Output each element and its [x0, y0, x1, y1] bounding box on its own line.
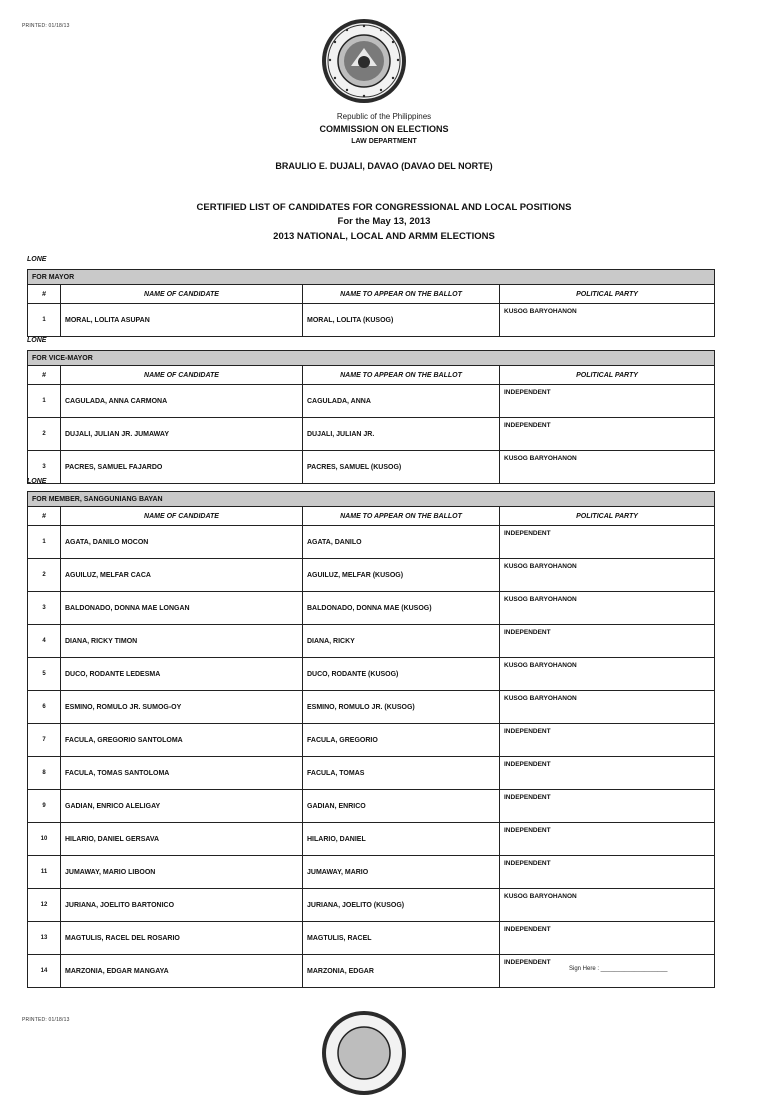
political-party: INDEPENDENT	[500, 955, 715, 988]
table-row	[28, 385, 715, 418]
candidate-name: JUMAWAY, MARIO LIBOON	[61, 856, 303, 889]
col-header-num: #	[28, 507, 61, 526]
candidate-name: BALDONADO, DONNA MAE LONGAN	[61, 592, 303, 625]
row-number: 12	[28, 889, 61, 922]
sangguniang-bayan-table	[27, 491, 715, 988]
ballot-name: ESMINO, ROMULO JR. (KUSOG)	[303, 691, 500, 724]
political-party: KUSOG BARYOHANON	[500, 592, 715, 625]
candidate-name: MORAL, LOLITA ASUPAN	[61, 304, 303, 337]
table-row	[28, 451, 715, 484]
candidate-name: MAGTULIS, RACEL DEL ROSARIO	[61, 922, 303, 955]
row-number: 8	[28, 757, 61, 790]
commission-label: COMMISSION ON ELECTIONS	[319, 124, 449, 134]
col-header-party: POLITICAL PARTY	[500, 285, 715, 304]
row-number: 3	[28, 592, 61, 625]
political-party: INDEPENDENT	[500, 625, 715, 658]
political-party: INDEPENDENT	[500, 823, 715, 856]
political-party: KUSOG BARYOHANON	[500, 889, 715, 922]
comelec-seal-next-page	[321, 1010, 407, 1096]
row-number: 1	[28, 385, 61, 418]
col-header-num: #	[28, 366, 61, 385]
political-party: KUSOG BARYOHANON	[500, 559, 715, 592]
political-party: INDEPENDENT	[500, 922, 715, 955]
row-number: 7	[28, 724, 61, 757]
lone-label: LONE	[27, 256, 47, 263]
ballot-name: FACULA, GREGORIO	[303, 724, 500, 757]
candidate-name: FACULA, GREGORIO SANTOLOMA	[61, 724, 303, 757]
political-party: INDEPENDENT	[500, 526, 715, 559]
ballot-name: GADIAN, ENRICO	[303, 790, 500, 823]
election-name: 2013 NATIONAL, LOCAL AND ARMM ELECTIONS	[273, 231, 495, 242]
table-row	[28, 823, 715, 856]
department-label: LAW DEPARTMENT	[351, 138, 417, 145]
col-header-party: POLITICAL PARTY	[500, 507, 715, 526]
col-header-name: NAME OF CANDIDATE	[61, 366, 303, 385]
row-number: 10	[28, 823, 61, 856]
ballot-name: MAGTULIS, RACEL	[303, 922, 500, 955]
ballot-name: CAGULADA, ANNA	[303, 385, 500, 418]
row-number: 1	[28, 526, 61, 559]
political-party: INDEPENDENT	[500, 385, 715, 418]
candidate-name: HILARIO, DANIEL GERSAVA	[61, 823, 303, 856]
ballot-name: DIANA, RICKY	[303, 625, 500, 658]
political-party: KUSOG BARYOHANON	[500, 658, 715, 691]
row-number: 9	[28, 790, 61, 823]
table-row	[28, 790, 715, 823]
row-number: 6	[28, 691, 61, 724]
table-row	[28, 526, 715, 559]
col-header-num: #	[28, 285, 61, 304]
row-number: 2	[28, 418, 61, 451]
ballot-name: JUMAWAY, MARIO	[303, 856, 500, 889]
table-row	[28, 757, 715, 790]
row-number: 4	[28, 625, 61, 658]
candidate-name: ESMINO, ROMULO JR. SUMOG-OY	[61, 691, 303, 724]
table-row	[28, 856, 715, 889]
table-row	[28, 691, 715, 724]
locality-title: BRAULIO E. DUJALI, DAVAO (DAVAO DEL NORTE)	[275, 161, 493, 171]
row-number: 13	[28, 922, 61, 955]
row-number: 11	[28, 856, 61, 889]
table-row	[28, 304, 715, 337]
ballot-name: MARZONIA, EDGAR	[303, 955, 500, 988]
printed-date-next-page: PRINTED: 01/18/13	[22, 1017, 70, 1023]
ballot-name: FACULA, TOMAS	[303, 757, 500, 790]
election-date: For the May 13, 2013	[337, 216, 431, 227]
table-row	[28, 592, 715, 625]
political-party: KUSOG BARYOHANON	[500, 451, 715, 484]
document-title: CERTIFIED LIST OF CANDIDATES FOR CONGRESSIONAL AND LOCAL POSITIONS	[196, 202, 572, 213]
candidate-name: JURIANA, JOELITO BARTONICO	[61, 889, 303, 922]
political-party: INDEPENDENT	[500, 757, 715, 790]
col-header-name: NAME OF CANDIDATE	[61, 507, 303, 526]
lone-label: LONE	[27, 337, 47, 344]
col-header-ballot: NAME TO APPEAR ON THE BALLOT	[303, 285, 500, 304]
table-row	[28, 889, 715, 922]
section-title: FOR MEMBER, SANGGUNIANG BAYAN	[28, 492, 715, 507]
ballot-name: JURIANA, JOELITO (KUSOG)	[303, 889, 500, 922]
mayor-table	[27, 269, 715, 337]
candidate-name: DUJALI, JULIAN JR. JUMAWAY	[61, 418, 303, 451]
political-party: KUSOG BARYOHANON	[500, 304, 715, 337]
candidate-name: FACULA, TOMAS SANTOLOMA	[61, 757, 303, 790]
row-number: 5	[28, 658, 61, 691]
candidate-name: PACRES, SAMUEL FAJARDO	[61, 451, 303, 484]
political-party: INDEPENDENT	[500, 724, 715, 757]
vice-mayor-table	[27, 350, 715, 484]
ballot-name: AGUILUZ, MELFAR (KUSOG)	[303, 559, 500, 592]
ballot-name: BALDONADO, DONNA MAE (KUSOG)	[303, 592, 500, 625]
printed-date: PRINTED: 01/18/13	[22, 23, 70, 29]
ballot-name: MORAL, LOLITA (KUSOG)	[303, 304, 500, 337]
section-title: FOR VICE-MAYOR	[28, 351, 715, 366]
section-title: FOR MAYOR	[28, 270, 715, 285]
table-row	[28, 724, 715, 757]
candidate-name: AGATA, DANILO MOCON	[61, 526, 303, 559]
col-header-ballot: NAME TO APPEAR ON THE BALLOT	[303, 507, 500, 526]
col-header-name: NAME OF CANDIDATE	[61, 285, 303, 304]
table-row	[28, 559, 715, 592]
republic-label: Republic of the Philippines	[336, 112, 432, 121]
table-row	[28, 625, 715, 658]
lone-label: LONE	[27, 478, 47, 485]
col-header-ballot: NAME TO APPEAR ON THE BALLOT	[303, 366, 500, 385]
political-party: KUSOG BARYOHANON	[500, 691, 715, 724]
row-number: 14	[28, 955, 61, 988]
ballot-name: PACRES, SAMUEL (KUSOG)	[303, 451, 500, 484]
ballot-name: AGATA, DANILO	[303, 526, 500, 559]
political-party: INDEPENDENT	[500, 790, 715, 823]
candidate-name: DIANA, RICKY TIMON	[61, 625, 303, 658]
political-party: INDEPENDENT	[500, 418, 715, 451]
table-row	[28, 418, 715, 451]
comelec-seal	[321, 18, 407, 104]
candidate-name: DUCO, RODANTE LEDESMA	[61, 658, 303, 691]
candidate-name: MARZONIA, EDGAR MANGAYA	[61, 955, 303, 988]
candidate-name: GADIAN, ENRICO ALELIGAY	[61, 790, 303, 823]
sign-here-line[interactable]: Sign Here : ____________________	[569, 966, 668, 972]
table-row	[28, 658, 715, 691]
table-row	[28, 922, 715, 955]
col-header-party: POLITICAL PARTY	[500, 366, 715, 385]
ballot-name: DUCO, RODANTE (KUSOG)	[303, 658, 500, 691]
row-number: 3	[28, 451, 61, 484]
ballot-name: HILARIO, DANIEL	[303, 823, 500, 856]
ballot-name: DUJALI, JULIAN JR.	[303, 418, 500, 451]
candidate-name: AGUILUZ, MELFAR CACA	[61, 559, 303, 592]
candidate-name: CAGULADA, ANNA CARMONA	[61, 385, 303, 418]
row-number: 2	[28, 559, 61, 592]
political-party: INDEPENDENT	[500, 856, 715, 889]
row-number: 1	[28, 304, 61, 337]
